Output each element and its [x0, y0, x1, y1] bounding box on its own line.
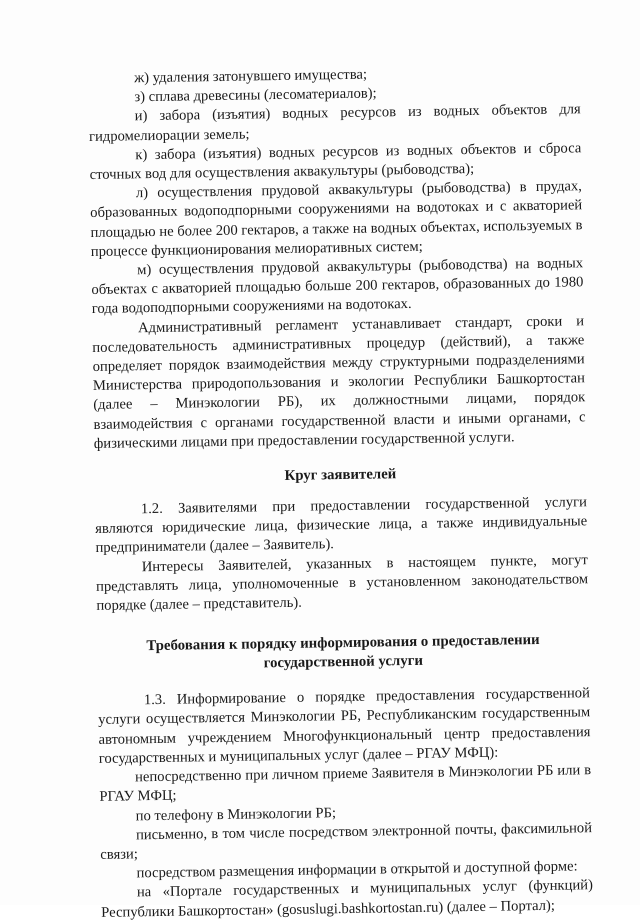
applicants-paragraph-2: Интересы Заявителей, указанных в настоящем пункте, могут представлять лица, уполномоченные в установленном законодательством порядке (далее – представитель). [95, 551, 589, 615]
section-heading-applicants: Круг заявителей [284, 466, 397, 485]
document-body [88, 62, 593, 922]
list-item-k: к) забора (изъятия) водных ресурсов из водных объектов и сброса сточных вод для осуществления аквакультуры (рыбоводства); [89, 140, 582, 184]
informing-paragraph-2: непосредственно при личном приеме Заявителя в Минэкологии РБ или в РГАУ МФЦ; [99, 762, 592, 806]
informing-paragraph-3: по телефону в Минэкологии РБ; [135, 804, 337, 824]
list-item-zh: ж) удаления затонувшего имущества; [134, 66, 368, 87]
applicants-paragraph-1: 1.2. Заявителями при предоставлении государственной услуги являются юридические лица, физические лица, а также индивидуальные предприниматели (далее – Заявитель). [95, 494, 588, 557]
section-heading-informing: Требования к порядку информирования о предоставлении государственной услуги [146, 632, 540, 672]
list-item-l: л) осуществления прудовой аквакультуры (рыбоводства) в прудах, образованных водоподпорными сооружениями на водотоках и с акваторией площадью не более 200 гектаров, а также на водных объектах, используемых в процессе функционирования мелиоративных систем; [90, 178, 583, 260]
list-item-z: з) сплава древесины (лесоматериалов); [134, 85, 377, 106]
informing-paragraph-4: письменно, в том числе посредством электронной почты, факсимильной связи; [100, 819, 593, 863]
admin-regulation-paragraph: Административный регламент устанавливает стандарт, сроки и последовательность административных процедур (действий), а также определяет порядок взаимодействия между структурными подразделениями Министерства природопользования и экологии Республики Башкортостан (далее – Минэкологии РБ), их должностными лицами, порядок взаимодействия с органами государственной власти и иными органами, с физическими лицами при предоставлении государственной услуги. [92, 312, 586, 452]
informing-paragraph-5: посредством размещения информации в открытой и доступной форме: [136, 858, 578, 882]
informing-paragraph-1: 1.3. Информирование о порядке предоставления государственной услуги осуществляется Минэкологии РБ, Республиканским государственным автономным учреждением Многофункциональный центр предоставления государственных и муниципальных услуг (далее – РГАУ МФЦ): [98, 685, 591, 767]
list-item-m: м) осуществления прудовой аквакультуры (рыбоводства) на водных объектах с акваторией площадью больше 200 гектаров, образованных до 1980 года водоподпорными сооружениями на водотоках. [91, 255, 584, 318]
list-item-i: и) забора (изъятия) водных ресурсов из водных объектов для гидромелиорации земель; [88, 101, 581, 145]
informing-paragraph-6: на «Портале государственных и муниципальных услуг (функций) Республики Башкортостан» (gosuslugi.bashkortostan.ru) (далее – Портал); [101, 877, 593, 921]
